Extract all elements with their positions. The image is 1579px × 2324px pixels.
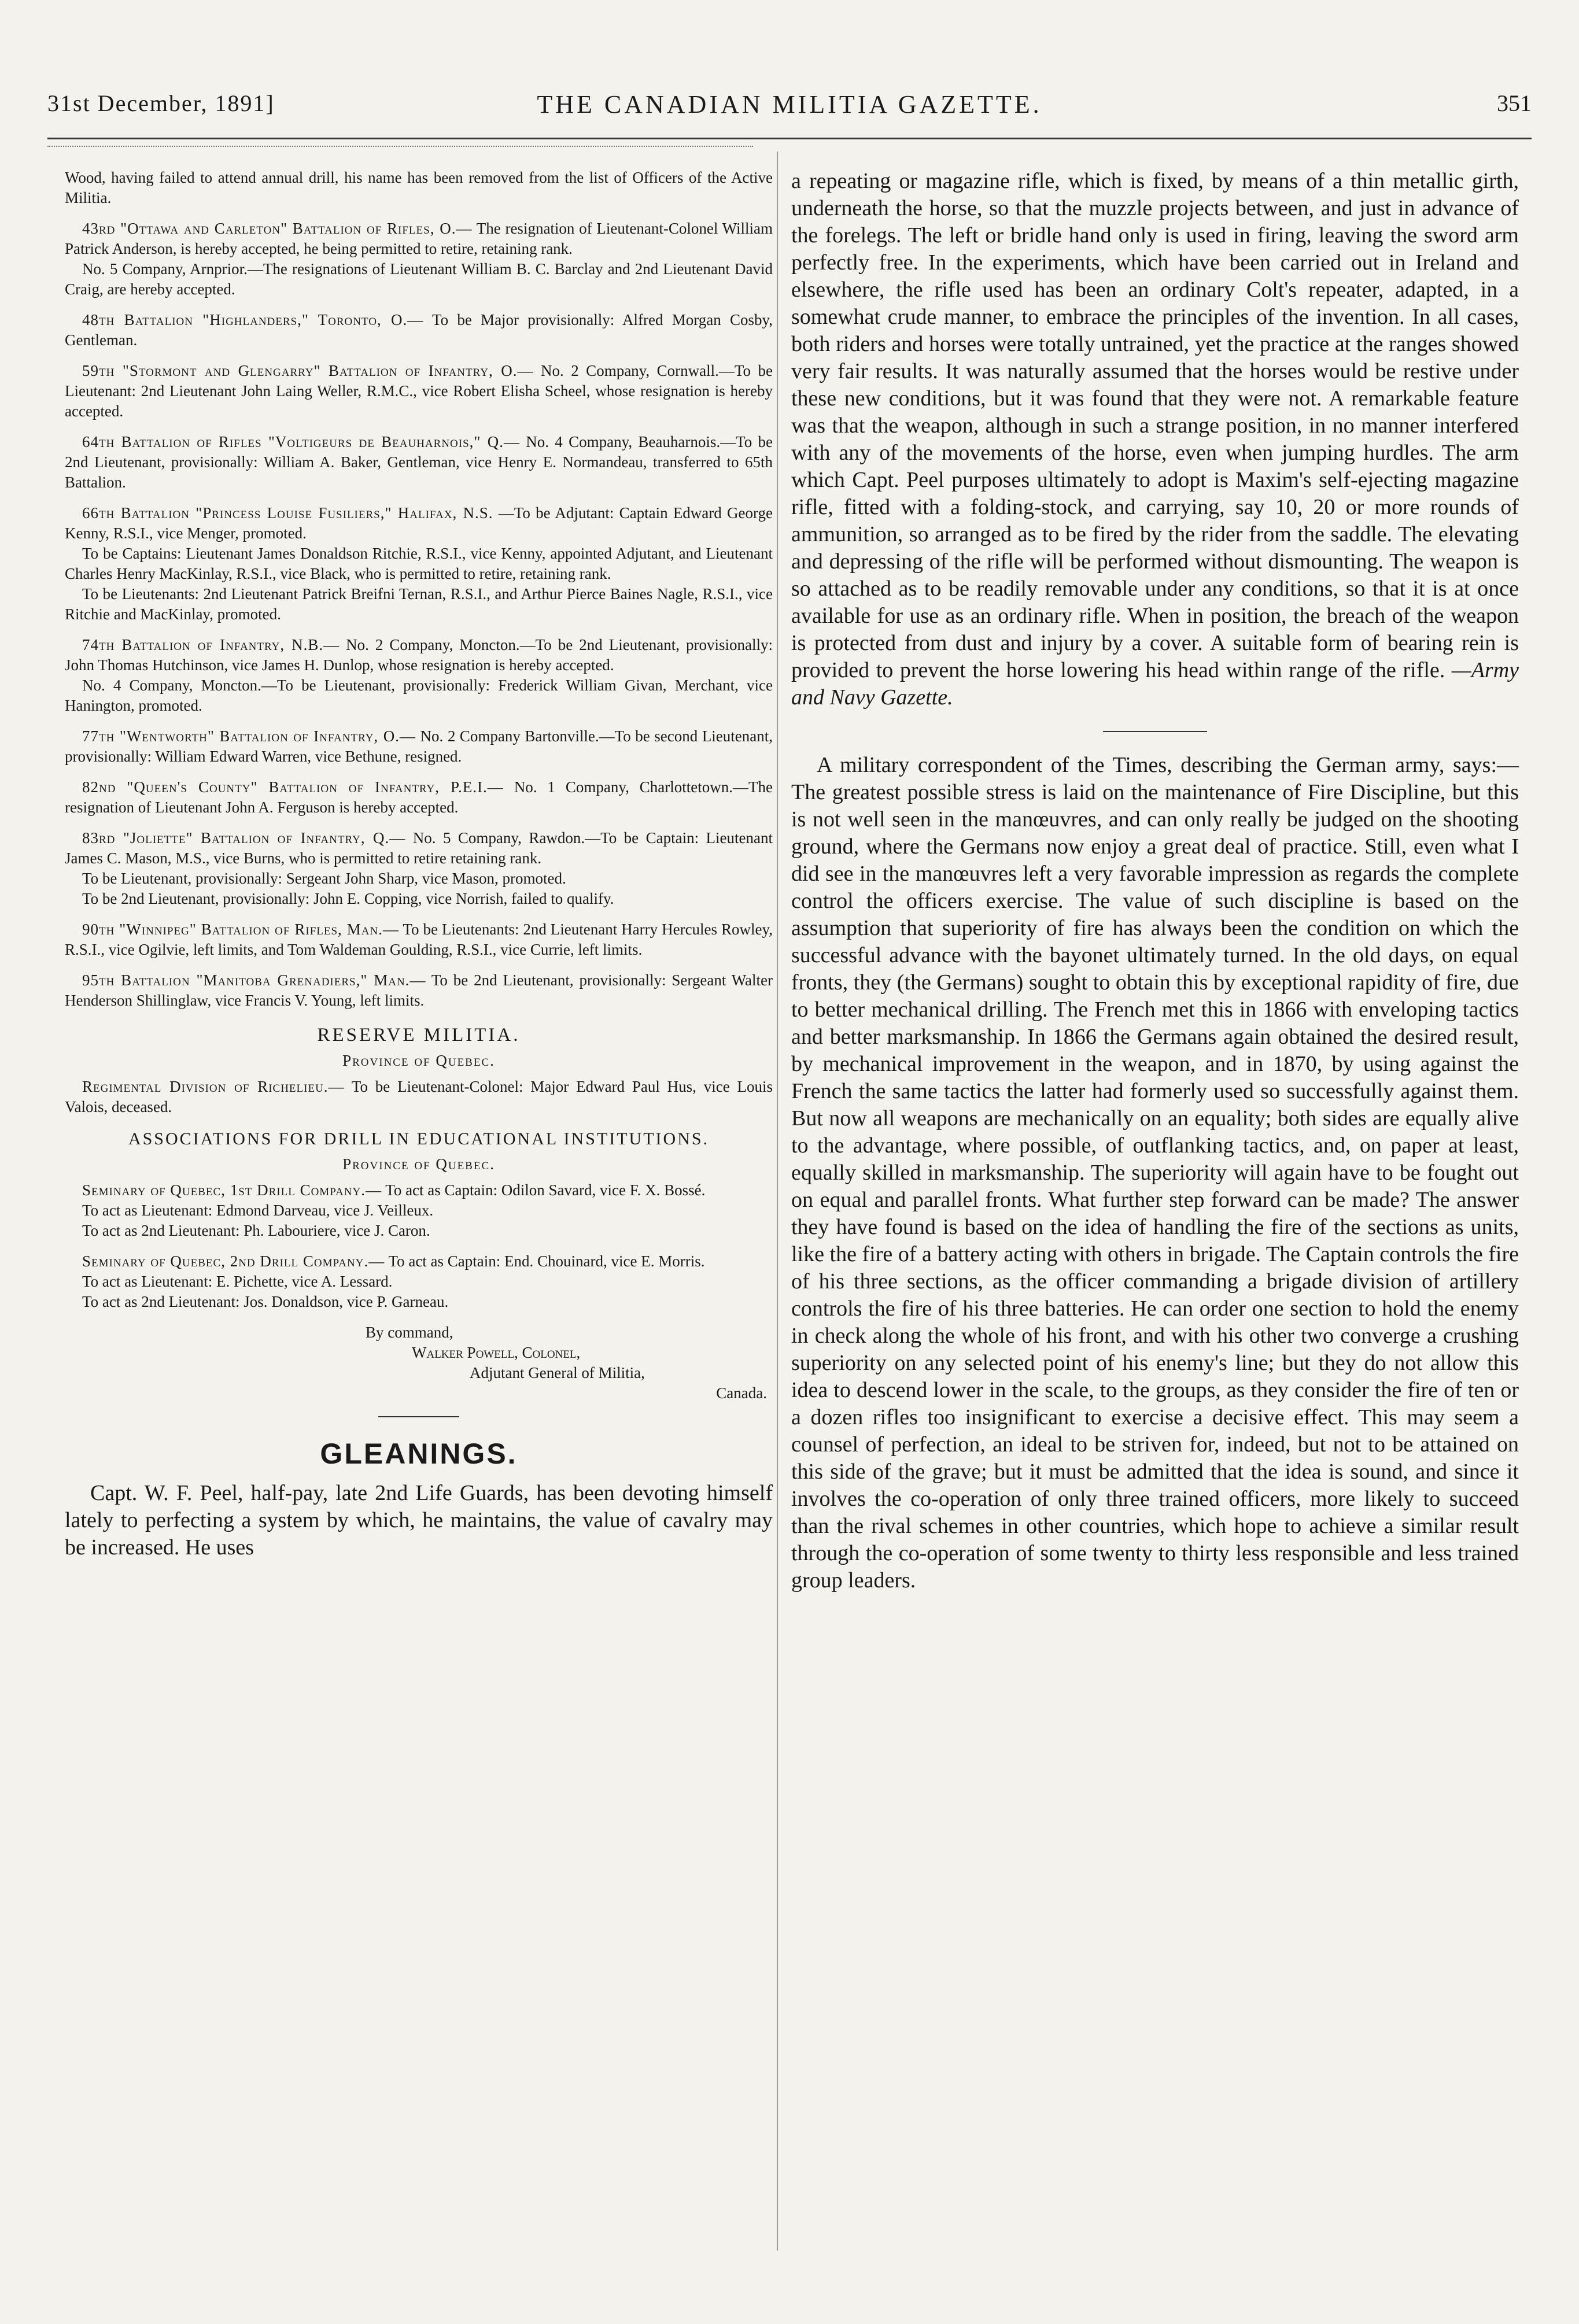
notice-heading: 77th "Wentworth" Battalion of Infantry, O.—: [82, 727, 416, 745]
notice-subitem: To be Captains: Lieutenant James Donaldson Ritchie, R.S.I., vice Kenny, appointed Adjutant, and Lieutenant Charles Henry MacKinlay, R.S.I., vice Black, who is permitted to retire, retaining rank.: [65, 545, 773, 582]
gleanings-continued: [791, 168, 1519, 711]
gazette-notice: [65, 503, 773, 625]
notice-text: No. 5 Company, Rawdon.—To be Captain: Lieutenant James C. Mason, M.S., vice Burns, who is permitted to retire retaining rank.: [65, 829, 773, 867]
notice-subitem: No. 4 Company, Moncton.—To be Lieutenant, provisionally: Frederick William Givan, Merchant, vice Hanington, promoted.: [65, 677, 773, 714]
notice-text: To act as Captain: End. Chouinard, vice E. Morris.: [388, 1252, 705, 1270]
notice-text: To act as Captain: Odilon Savard, vice F. X. Bossé.: [385, 1181, 706, 1199]
notice-subitem: To be Lieutenants: 2nd Lieutenant Patrick Breifni Ternan, R.S.I., and Arthur Pierce Baines Nagle, R.S.I., vice Ritchie and MacKinlay, promoted.: [65, 585, 773, 623]
militia-notices: [65, 168, 773, 1011]
notice-heading: 66th Battalion "Princess Louise Fusiliers," Halifax, N.S.: [82, 504, 493, 522]
gleanings-continued-text: a repeating or magazine rifle, which is fixed, by means of a thin metallic girth, underneath the horse, so that the muzzle projects between, and just in advance of the forelegs. The left or bridle hand only is used in firing, leaving the sword arm perfectly free. In the experiments, which have been carried out in Ireland and elsewhere, the rifle used has been an ordinary Colt's repeater, adapted, in a somewhat crude manner, to embrace the principles of the invention. In all cases, both riders and horses were totally untrained, yet the practice at the ranges showed very fair results. It was naturally assumed that the horses would be restive under these new conditions, but it was found that they were not. A remarkable feature was that the weapon, although in such a strange position, in no manner interfered with any of the movements of the horse, even when jumping hurdles. The arm which Capt. Peel purposes ultimately to adopt is Maxim's self-ejecting magazine rifle, fitted with a folding-stock, and carrying, say 10, 20 or more rounds of ammunition, so arranged as to be fired by the rider from the saddle. The elevating and depressing of the rifle will be performed without dismounting. The weapon is so attached as to be readily removable under any conditions, so that it is at once available for use as an ordinary rifle. When in position, the breach of the weapon is protected from dust and injury by a cover. A suitable form of bearing rein is provided to prevent the horse lowering his head within range of the rifle.: [791, 169, 1519, 682]
section-rule: [378, 1416, 459, 1417]
issue-date: 31st December, 1891]: [47, 90, 275, 116]
notice-text: No. 1 Company, Charlottetown.—The resignation of Lieutenant John A. Ferguson is hereby accepted.: [65, 778, 773, 816]
publication-title: THE CANADIAN MILITIA GAZETTE.: [537, 90, 1042, 119]
notice-text: —To be Adjutant: Captain Edward George Kenny, R.S.I., vice Menger, promoted.: [65, 504, 773, 542]
notice-text: To be 2nd Lieutenant, provisionally: Sergeant Walter Henderson Shillinglaw, vice Francis V. Young, left limits.: [65, 971, 773, 1009]
left-column: [65, 168, 773, 1561]
notice-subitem: To be Lieutenant, provisionally: Sergeant John Sharp, vice Mason, promoted.: [82, 870, 566, 887]
gleanings-attribution: —Army and Navy Gazette.: [791, 658, 1519, 710]
gazette-notice: [65, 828, 773, 909]
notice-subitem: To act as 2nd Lieutenant: Ph. Labouriere, vice J. Caron.: [82, 1222, 430, 1239]
header-rule: [47, 138, 1532, 139]
header-dotted-rule: [47, 146, 753, 147]
gazette-notice: [65, 726, 773, 767]
reserve-notice: [65, 1077, 773, 1117]
notice-subitem: To be 2nd Lieutenant, provisionally: John E. Copping, vice Norrish, failed to qualify.: [82, 890, 614, 907]
notice-subitem: To act as Lieutenant: Edmond Darveau, vice J. Veilleux.: [82, 1202, 434, 1219]
notice-text: To be Major provisionally: Alfred Morgan Cosby, Gentleman.: [65, 311, 773, 349]
notice-text: Wood, having failed to attend annual drill, his name has been removed from the list of Officers of the Active Militia.: [65, 169, 773, 206]
page-number: 351: [1497, 90, 1532, 116]
page-header: [47, 90, 1532, 124]
association-notices: [65, 1180, 773, 1312]
notice-text: No. 2 Company Bartonville.—To be second Lieutenant, provisionally: William Edward Warren, vice Bethune, resigned.: [65, 727, 773, 765]
german-army-article: A military correspondent of the Times, describing the German army, says:—The greatest possible stress is laid on the maintenance of Fire Discipline, but this is not well seen in the manœuvres, and can only really be judged on the shooting ground, where the Germans now enjoy a great deal of practice. Still, even what I did see in the manœuvres left a very favorable impression as regards the complete control the officers exercise. The value of such discipline is based on the assumption that superiority of fire has always been the condition on which the successful advance with the bayonet ultimately turned. In the old days, on equal fronts, they (the Germans) sought to obtain this by exceptional rapidity of fire, due to better mechanical drilling. The French met this in 1866 with enveloping tactics and better marksmanship. In 1866 the Germans again obtained the desired result, by mechanical improvement in the weapon, and in 1870, by using against the French the same tactics the latter had formerly used so successfully against them. But now all weapons are mechanically on an equality; both sides are equally alive to the advantage, where possible, of outflanking tactics, and, on paper at least, equally skilled in marksmanship. The superiority will again have to be fought out on equal and parallel fronts. What further step forward can be made? The answer they have found is based on the idea of handling the fire of the sections as units, like the fire of a battery acting with others in brigade. The Captain controls the fire of his three sections, as the officer commanding a brigade division of artillery controls the fire of his three batteries. He can order one section to hold the enemy in check along the whole of his front, and with his other two converge a crushing superiority on any selected point of his enemy's line; but they do not allow this idea to descend lower in the scale, to the groups, as they consider the fire of ten or a dozen rifles too insignificant to exercise a decisive effect. This may seem a counsel of perfection, an ideal to be striven for, indeed, but not to be attained on this side of the grave; but it must be admitted that the idea is sound, and since it involves the co-operation of only three trained officers, more likely to succeed than the rival schemes in other countries, which hope to achieve a similar result through the co-operation of some twenty to thirty less responsible and less trained group leaders.: [791, 753, 1519, 1593]
notice-heading: 90th "Winnipeg" Battalion of Rifles, Man.—: [82, 921, 399, 938]
notice-heading: 95th Battalion "Manitoba Grenadiers," Man.—: [82, 971, 426, 989]
notice-heading: 43rd "Ottawa and Carleton" Battalion of Rifles, O.—: [82, 220, 473, 237]
gazette-notice: [65, 777, 773, 818]
signature-place: Canada.: [716, 1384, 767, 1402]
gazette-notice: [65, 310, 773, 350]
gazette-notice: [65, 1180, 773, 1241]
notice-subitem: To act as 2nd Lieutenant: Jos. Donaldson, vice P. Garneau.: [82, 1293, 449, 1310]
notice-heading: Regimental Division of Richelieu.—: [82, 1078, 345, 1095]
notice-subitem: To act as Lieutenant: E. Pichette, vice A. Lessard.: [82, 1273, 393, 1290]
column-divider: [777, 152, 778, 2251]
notice-heading: 48th Battalion "Highlanders," Toronto, O.—: [82, 311, 424, 328]
signature-block: [65, 1322, 773, 1403]
associations-heading: ASSOCIATIONS FOR DRILL IN EDUCATIONAL INSTITUTIONS.: [128, 1129, 710, 1148]
notice-text: No. 2 Company, Cornwall.—To be Lieutenant: 2nd Lieutenant John Laing Weller, R.M.C., vice Robert Elisha Scheel, whose resignation is hereby accepted.: [65, 362, 773, 420]
gazette-notice: [65, 219, 773, 300]
signature-office: Adjutant General of Militia,: [470, 1364, 645, 1381]
notice-subitem: No. 5 Company, Arnprior.—The resignations of Lieutenant William B. C. Barclay and 2nd Lieutenant David Craig, are hereby accepted.: [65, 260, 773, 298]
notice-heading: Seminary of Quebec, 2nd Drill Company.—: [82, 1252, 385, 1270]
article-rule: [1103, 731, 1207, 732]
signature-by-command: By command,: [366, 1324, 453, 1341]
notice-heading: Seminary of Quebec, 1st Drill Company.—: [82, 1181, 382, 1199]
notice-text: To be Lieutenant-Colonel: Major Edward Paul Hus, vice Louis Valois, deceased.: [65, 1078, 773, 1115]
signature-name: Walker Powell, Colonel,: [412, 1344, 581, 1361]
notice-heading: 82nd "Queen's County" Battalion of Infantry, P.E.I.—: [82, 778, 504, 796]
notice-heading: 59th "Stormont and Glengarry" Battalion of Infantry, O.—: [82, 362, 534, 379]
gazette-notice: [65, 1251, 773, 1312]
notice-text: The resignation of Lieutenant-Colonel William Patrick Anderson, is hereby accepted, he being permitted to retire, retaining rank.: [65, 220, 773, 257]
notice-text: No. 2 Company, Moncton.—To be 2nd Lieutenant, provisionally: John Thomas Hutchinson, vice James H. Dunlop, whose resignation is hereby accepted.: [65, 636, 773, 674]
gleanings-title: GLEANINGS.: [320, 1438, 518, 1470]
gazette-notice: [65, 361, 773, 422]
gleanings-intro: Capt. W. F. Peel, half-pay, late 2nd Life Guards, has been devoting himself lately to perfecting a system by which, he maintains, the value of cavalry may be increased. He uses: [65, 1481, 773, 1560]
notice-heading: 83rd "Joliette" Battalion of Infantry, Q.—: [82, 829, 406, 847]
reserve-militia-heading: RESERVE MILITIA.: [317, 1025, 521, 1045]
gazette-notice: [65, 168, 773, 208]
notice-heading: 64th Battalion of Rifles "Voltigeurs de Beauharnois," Q.—: [82, 433, 520, 450]
gazette-notice: [65, 635, 773, 716]
gazette-notice: [65, 432, 773, 493]
notice-text: To be Lieutenants: 2nd Lieutenant Harry Hercules Rowley, R.S.I., vice Ogilvie, left limits, and Tom Waldeman Goulding, R.S.I., vice Currie, left limits.: [65, 921, 773, 958]
notice-text: No. 4 Company, Beauharnois.—To be 2nd Lieutenant, provisionally: William A. Baker, Gentleman, vice Henry E. Normandeau, transferred to 65th Battalion.: [65, 433, 773, 491]
notice-heading: 74th Battalion of Infantry, N.B.—: [82, 636, 340, 653]
gazette-notice: [65, 919, 773, 960]
gazette-notice: [65, 970, 773, 1011]
reserve-province-heading: Province of Quebec.: [342, 1052, 495, 1069]
associations-province-heading: Province of Quebec.: [342, 1155, 495, 1173]
right-column: [791, 168, 1519, 1594]
